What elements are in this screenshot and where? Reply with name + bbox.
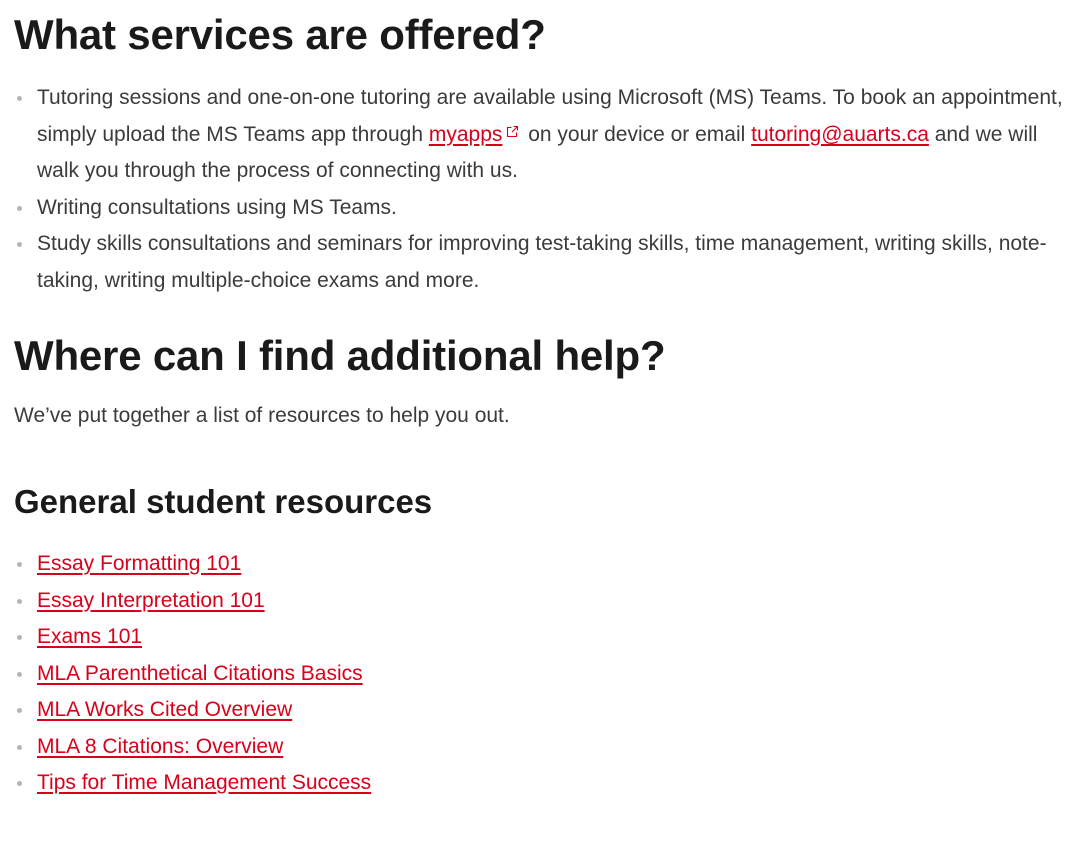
resource-link-mla8-citations[interactable]: MLA 8 Citations: Overview	[37, 734, 284, 758]
list-item	[14, 190, 1066, 227]
resource-link-mla-works-cited[interactable]: MLA Works Cited Overview	[37, 698, 293, 721]
resources-list	[14, 546, 1066, 802]
list-item	[14, 729, 1066, 766]
services-item1-text-c: and we will walk you through the process of connecting with us.	[37, 122, 1038, 182]
services-list	[14, 80, 1066, 299]
myapps-link[interactable]: myapps	[428, 122, 503, 146]
services-item3-text: Study skills consultations and seminars for improving test-taking skills, time management, writing skills, note-taking, writing multiple-choice exams and more.	[37, 232, 1047, 292]
list-item	[14, 765, 1066, 802]
resource-link-mla-parenthetical[interactable]: MLA Parenthetical Citations Basics	[37, 661, 363, 685]
services-item1-text-a: Tutoring sessions and one-on-one tutoring are available using Microsoft (MS) Teams. To book an appointment, simply upload the MS Teams app through	[37, 86, 1063, 146]
resource-link-essay-interpretation[interactable]: Essay Interpretation 101	[37, 588, 265, 612]
list-item	[14, 546, 1066, 583]
list-item	[14, 226, 1066, 299]
list-item	[14, 619, 1066, 656]
list-item	[14, 583, 1066, 620]
resource-link-essay-formatting[interactable]: Essay Formatting 101	[37, 552, 242, 575]
services-item2-text: Writing consultations using MS Teams.	[37, 195, 397, 219]
help-heading: Where can I find additional help?	[14, 332, 666, 379]
services-heading: What services are offered?	[14, 11, 546, 58]
resources-heading: General student resources	[14, 483, 433, 520]
external-link-icon[interactable]	[506, 125, 519, 138]
tutoring-email-link[interactable]: tutoring@auarts.ca	[751, 122, 929, 146]
list-item	[14, 656, 1066, 693]
list-item	[14, 692, 1066, 729]
help-intro-text: We’ve put together a list of resources to help you out.	[14, 404, 510, 427]
resource-link-exams[interactable]: Exams 101	[37, 625, 143, 648]
list-item	[14, 80, 1066, 190]
resource-link-time-management[interactable]: Tips for Time Management Success	[37, 771, 372, 794]
services-item1-text-b: on your device or email	[522, 122, 752, 146]
